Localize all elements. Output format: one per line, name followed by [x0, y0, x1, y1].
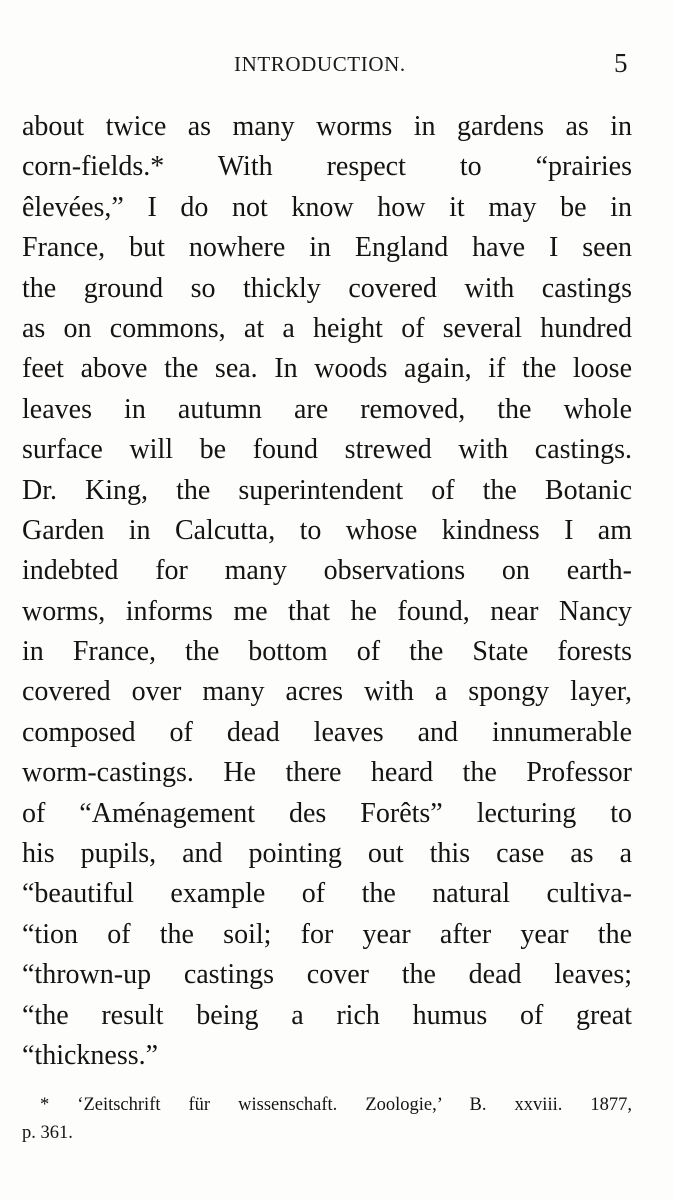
running-head	[0, 48, 673, 84]
text-line: feet above the sea. In woods again, if the loose	[22, 353, 632, 385]
text-line: “tion of the soil; for year after year the	[22, 918, 632, 950]
text-line: corn-fields.* With respect to “prairies	[22, 151, 632, 183]
text-line: in France, the bottom of the State forests	[22, 636, 632, 668]
text-line: surface will be found strewed with castings.	[22, 434, 632, 466]
text-line: covered over many acres with a spongy layer,	[22, 676, 632, 708]
text-line: the ground so thickly covered with castings	[22, 272, 632, 304]
footnote	[22, 1091, 632, 1147]
text-line: composed of dead leaves and innumerable	[22, 716, 632, 748]
text-line: worm-castings. He there heard the Professor	[22, 757, 632, 789]
text-line: as on commons, at a height of several hundred	[22, 312, 632, 344]
footnote-line: * ‘Zeitschrift für wissenschaft. Zoologie,’ B. xxviii. 1877,	[40, 1095, 632, 1115]
text-line: leaves in autumn are removed, the whole	[22, 393, 632, 425]
running-head-title: INTRODUCTION.	[234, 52, 406, 76]
body-paragraph	[22, 107, 632, 1076]
text-line: “thickness.”	[22, 1039, 159, 1071]
text-line: about twice as many worms in gardens as in	[22, 111, 632, 142]
text-line: Dr. King, the superintendent of the Botanic	[22, 474, 632, 506]
text-line: “beautiful example of the natural cultiva-	[22, 878, 632, 910]
text-line: his pupils, and pointing out this case as a	[22, 838, 632, 870]
text-line: êlevées,” I do not know how it may be in	[22, 191, 632, 223]
text-line: indebted for many observations on earth-	[22, 555, 632, 587]
text-line: Garden in Calcutta, to whose kindness I am	[22, 514, 632, 546]
text-line: France, but nowhere in England have I seen	[22, 232, 632, 264]
text-line: of “Aménagement des Forêts” lecturing to	[22, 797, 632, 829]
text-line: “the result being a rich humus of great	[22, 999, 632, 1031]
text-line: “thrown-up castings cover the dead leaves;	[22, 959, 632, 991]
footnote-line: p. 361.	[22, 1123, 73, 1143]
page-number: 5	[614, 48, 628, 78]
text-line: worms, informs me that he found, near Nancy	[22, 595, 632, 627]
